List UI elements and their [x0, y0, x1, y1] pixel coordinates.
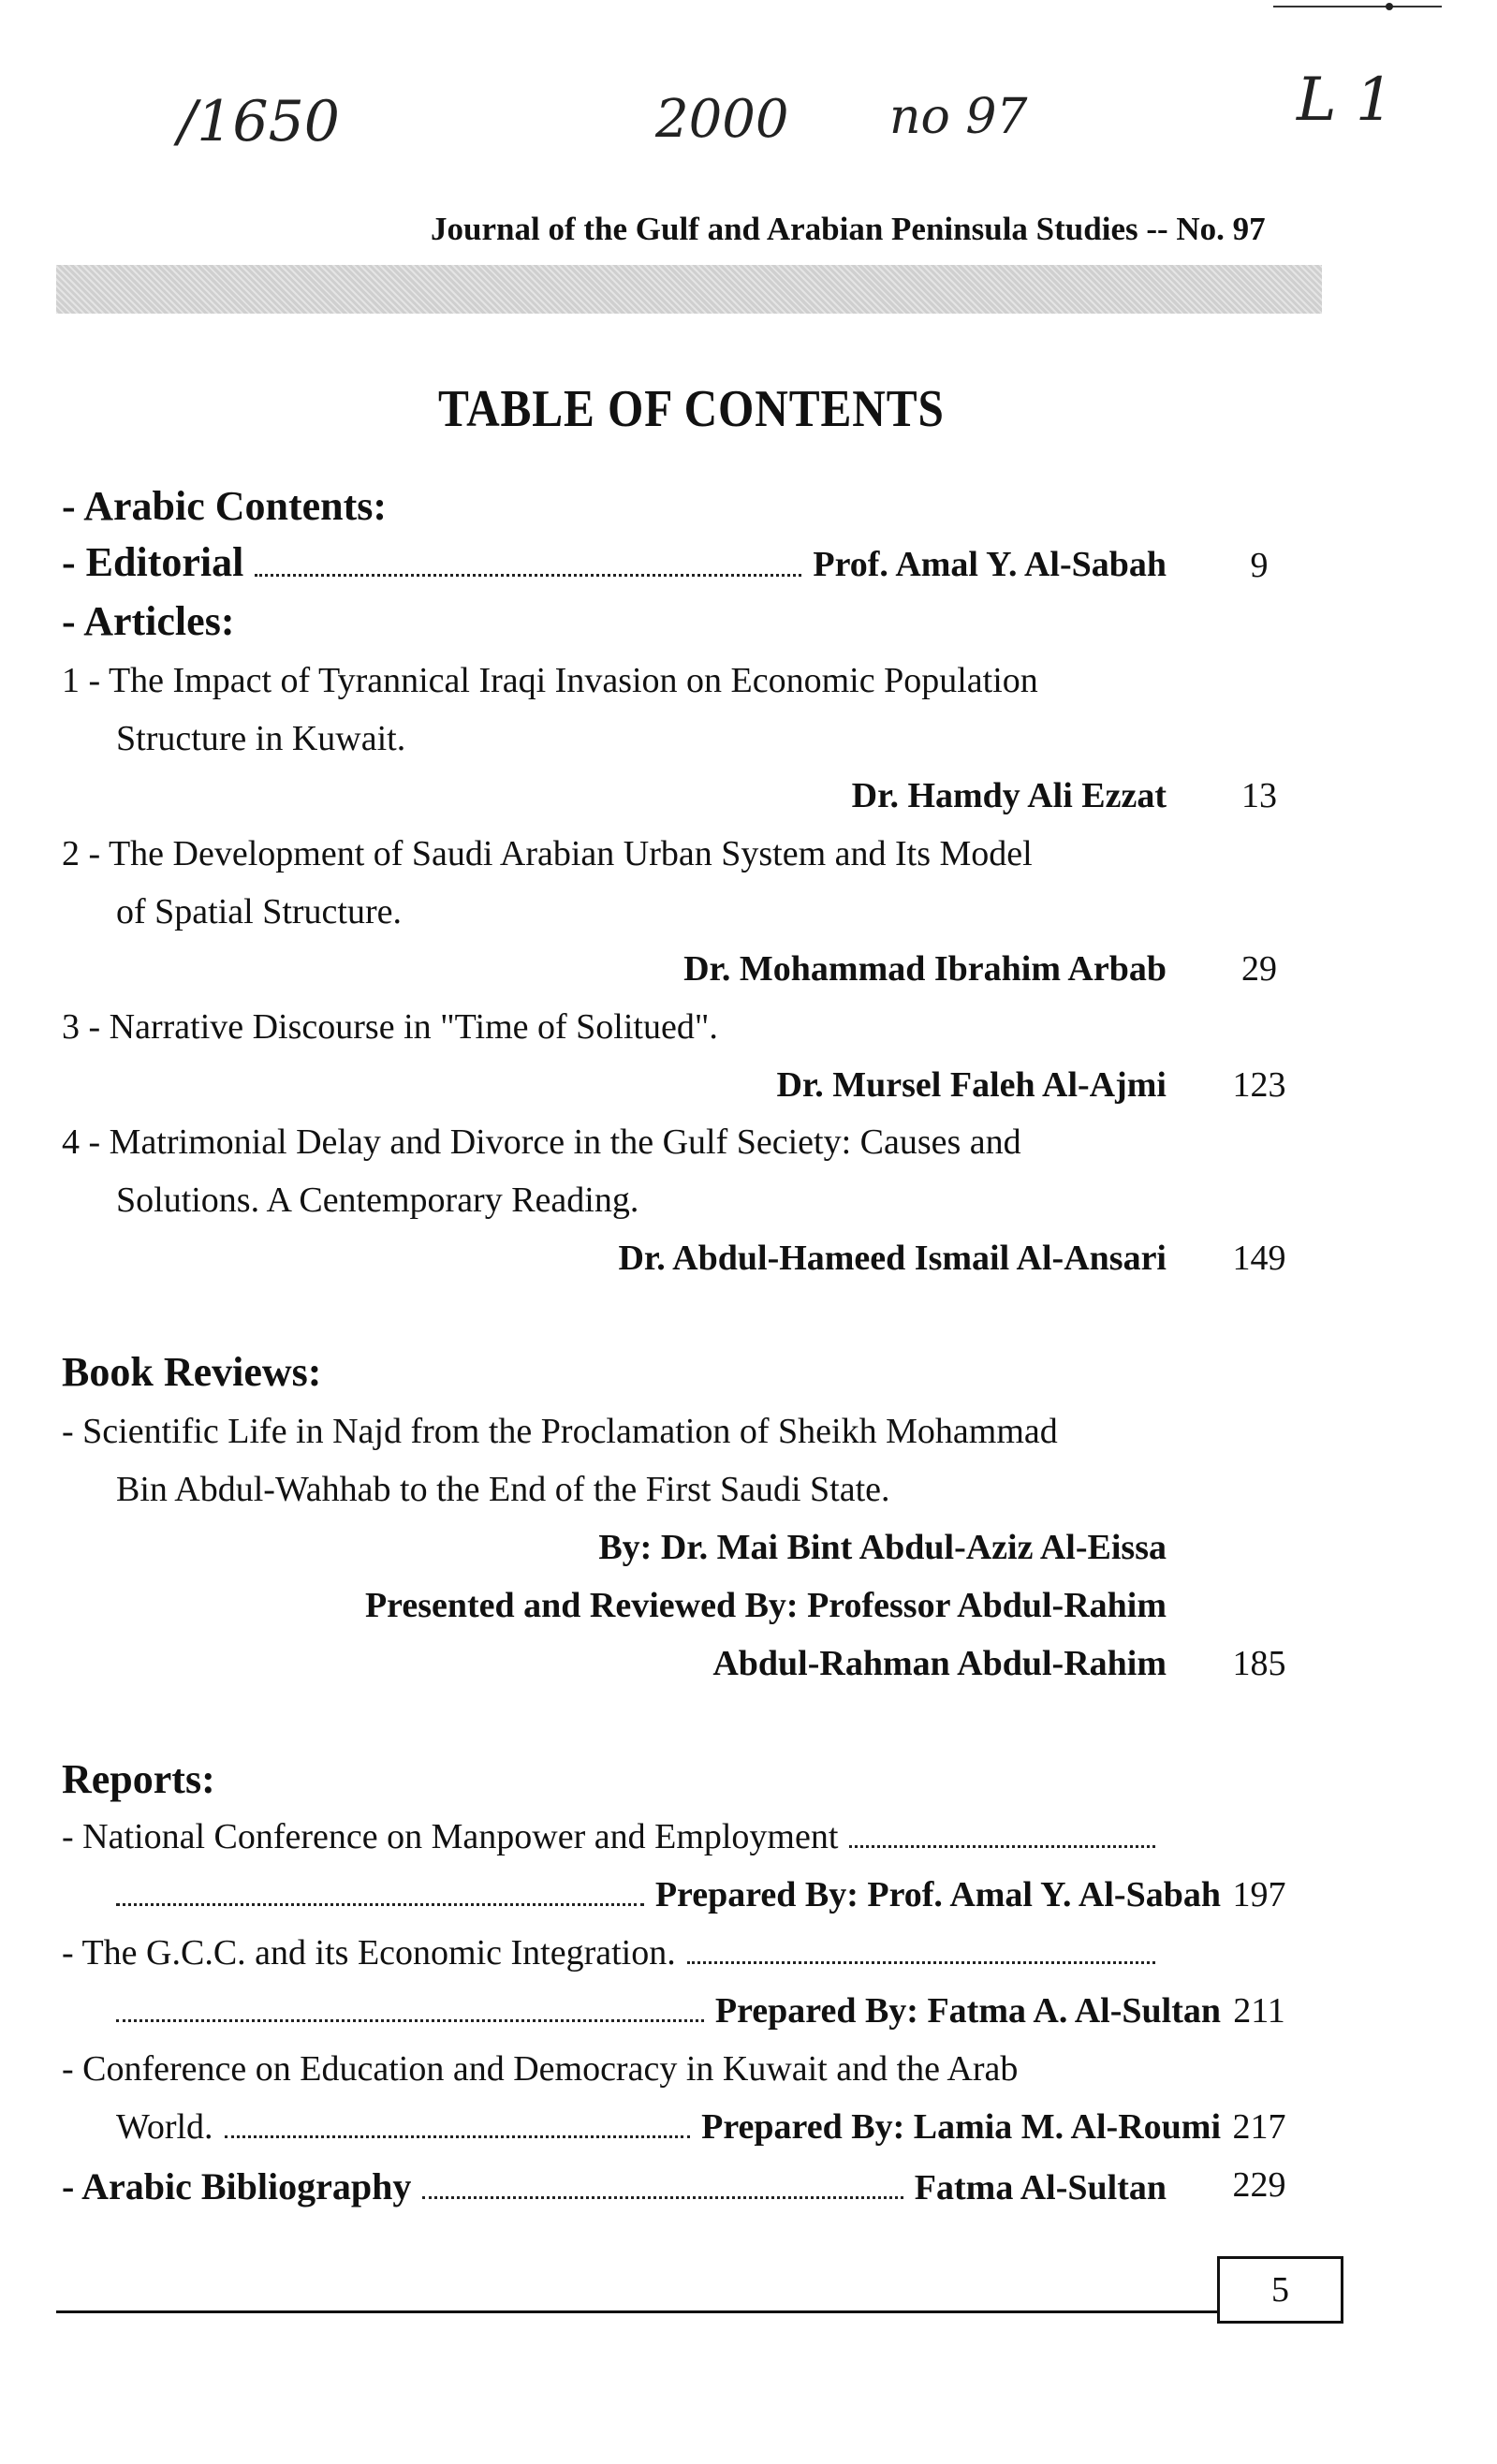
report-1-author: Prepared By: Prof. Amal Y. Al-Sabah — [654, 1875, 1221, 1914]
article-3-page: 123 — [1232, 1065, 1286, 1105]
handwritten-note-l1: L 1 — [1297, 66, 1394, 135]
report-1-title: - National Conference on Manpower and Employment — [62, 1817, 839, 1856]
editorial-label: - Editorial — [62, 539, 244, 585]
report-1-author-row — [62, 1874, 1221, 1915]
handwritten-note-year: 2000 — [655, 89, 789, 150]
page-title: TABLE OF CONTENTS — [438, 380, 945, 438]
journal-header: Journal of the Gulf and Arabian Peninsula Studies -- No. 97 — [431, 211, 1266, 247]
leader-dots — [255, 573, 801, 577]
article-3-author: Dr. Mursel Faleh Al-Ajmi — [776, 1065, 1167, 1105]
toc-entry-editorial — [62, 538, 1167, 586]
leader-dots — [225, 2134, 691, 2138]
article-2-title — [62, 833, 1167, 874]
article-2-title-cont — [62, 891, 1221, 932]
article-1-author: Dr. Hamdy Ali Ezzat — [851, 776, 1167, 815]
article-3-line1: 3 - Narrative Discourse in "Time of Solitued". — [62, 1007, 718, 1047]
article-1-title-cont — [62, 718, 1221, 759]
corner-scan-line — [1273, 6, 1442, 7]
article-2-author-row — [62, 948, 1167, 990]
editorial-author: Prof. Amal Y. Al-Sabah — [813, 545, 1167, 584]
page-number-box: 5 — [1217, 2256, 1343, 2324]
article-1-page: 13 — [1241, 776, 1277, 815]
report-2-author: Prepared By: Fatma A. Al-Sultan — [714, 1991, 1221, 2031]
article-4-line2: Solutions. A Centemporary Reading. — [116, 1181, 639, 1220]
article-4-author: Dr. Abdul-Hameed Ismail Al-Ansari — [618, 1239, 1167, 1278]
article-4-title-cont — [62, 1180, 1221, 1221]
bibliography-label: - Arabic Bibliography — [62, 2165, 412, 2207]
report-3-author-row — [62, 2106, 1221, 2148]
footer-rule — [56, 2310, 1217, 2313]
articles-label: - Articles: — [62, 598, 235, 644]
book-review-page: 185 — [1232, 1644, 1286, 1683]
book-review-line1: - Scientific Life in Najd from the Proclamation of Sheikh Mohammad — [62, 1412, 1058, 1451]
article-3-author-row — [62, 1064, 1167, 1106]
reports-label: Reports: — [62, 1756, 215, 1802]
handwritten-note-issue: no 97 — [889, 89, 1028, 145]
report-2-title-row — [62, 1932, 1167, 1973]
report-2-page: 211 — [1233, 1991, 1285, 2031]
articles-heading — [62, 597, 1167, 645]
reports-heading — [62, 1755, 1167, 1803]
report-3-author: Prepared By: Lamia M. Al-Roumi — [701, 2107, 1221, 2147]
report-3-title: - Conference on Education and Democracy in Kuwait and the Arab — [62, 2049, 1019, 2089]
leader-dots — [116, 2018, 704, 2022]
article-4-line1: 4 - Matrimonial Delay and Divorce in the Gulf Seciety: Causes and — [62, 1122, 1021, 1162]
article-4-page: 149 — [1232, 1239, 1286, 1278]
report-1-title-row — [62, 1816, 1167, 1857]
book-reviews-label: Book Reviews: — [62, 1349, 322, 1395]
article-4-title — [62, 1122, 1167, 1163]
book-review-author: By: Dr. Mai Bint Abdul-Aziz Al-Eissa — [598, 1528, 1167, 1567]
leader-dots — [687, 1960, 1155, 1964]
report-3-page: 217 — [1232, 2107, 1286, 2147]
report-3-title-row — [62, 2048, 1167, 2090]
article-1-title — [62, 660, 1167, 701]
arabic-contents-heading — [62, 482, 1167, 530]
toc-entry-bibliography — [62, 2164, 1167, 2208]
corner-scan-dot — [1386, 3, 1393, 10]
article-2-page: 29 — [1241, 949, 1277, 989]
book-review-presenter-row — [62, 1585, 1167, 1626]
editorial-page: 9 — [1250, 546, 1269, 585]
report-3-title-cont: World. — [116, 2107, 213, 2147]
book-review-presenter: Presented and Reviewed By: Professor Abdul-Rahim — [364, 1586, 1167, 1625]
article-2-author: Dr. Mohammad Ibrahim Arbab — [683, 949, 1167, 989]
leader-dots — [422, 2195, 903, 2199]
book-review-line2: Bin Abdul-Wahhab to the End of the First Saudi State. — [116, 1470, 890, 1509]
book-review-title — [62, 1411, 1167, 1452]
article-1-line2: Structure in Kuwait. — [116, 719, 406, 758]
book-review-title-cont — [62, 1469, 1221, 1510]
book-reviews-heading — [62, 1348, 1167, 1396]
book-review-presenter-row-2 — [62, 1643, 1167, 1684]
leader-dots — [116, 1902, 644, 1906]
bibliography-author: Fatma Al-Sultan — [914, 2168, 1167, 2207]
arabic-contents-label: - Arabic Contents: — [62, 483, 388, 529]
article-1-line1: 1 - The Impact of Tyrannical Iraqi Invasion on Economic Population — [62, 661, 1038, 700]
leader-dots — [849, 1844, 1155, 1848]
handwritten-note-1650: /1650 — [178, 89, 340, 154]
article-2-line1: 2 - The Development of Saudi Arabian Urban System and Its Model — [62, 834, 1033, 873]
report-1-page: 197 — [1232, 1875, 1286, 1914]
article-1-author-row — [62, 775, 1167, 816]
article-4-author-row — [62, 1238, 1167, 1279]
book-review-author-row — [62, 1527, 1167, 1568]
book-review-presenter-name: Abdul-Rahman Abdul-Rahim — [712, 1644, 1167, 1683]
header-shaded-band — [56, 265, 1322, 314]
report-2-author-row — [62, 1990, 1221, 2031]
bibliography-page: 229 — [1232, 2165, 1286, 2205]
article-2-line2: of Spatial Structure. — [116, 892, 402, 931]
article-3-title — [62, 1006, 1167, 1048]
report-2-title: - The G.C.C. and its Economic Integration. — [62, 1933, 676, 1973]
